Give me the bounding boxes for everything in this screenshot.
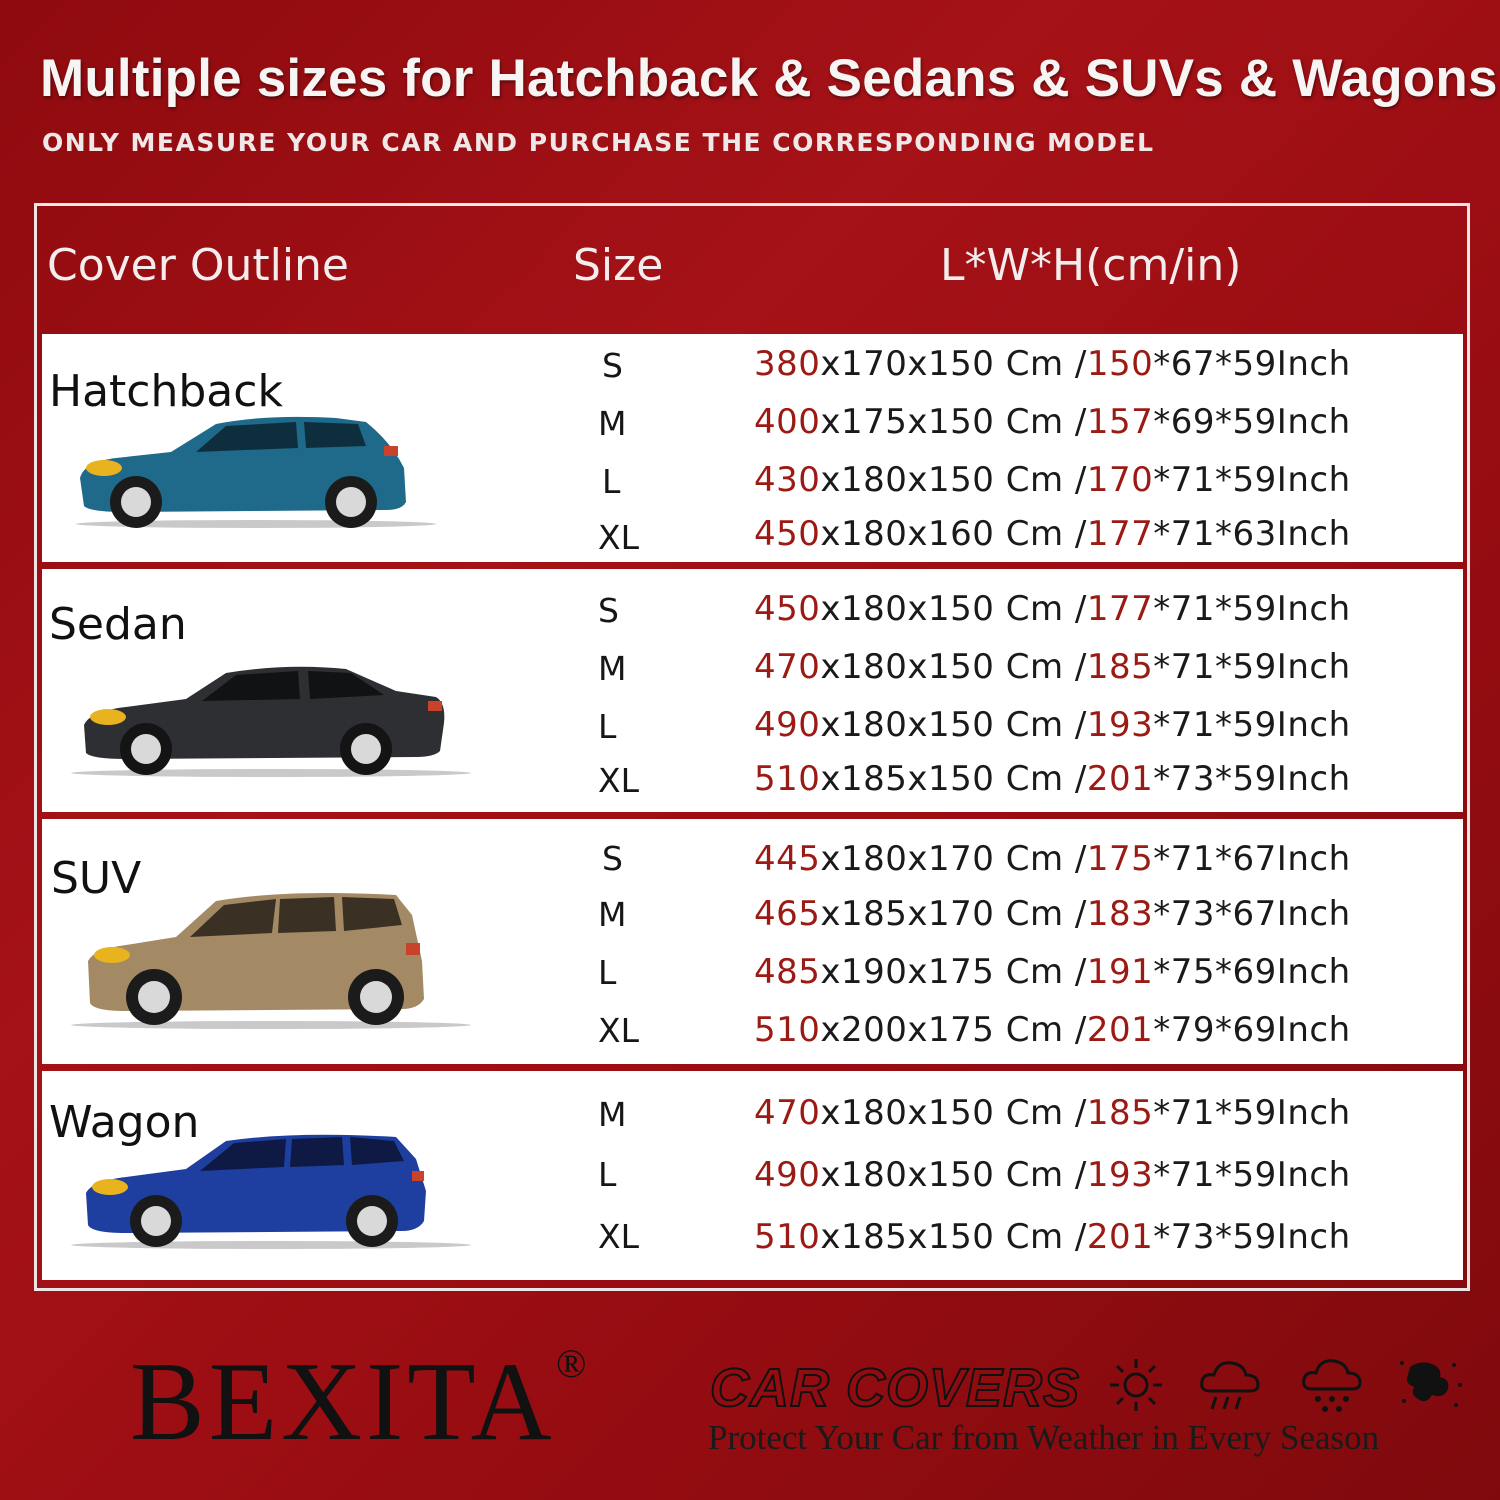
size-label: XL: [598, 1217, 639, 1256]
cm-length: 490: [754, 705, 821, 745]
cm-rest: x200x175 Cm /: [820, 1010, 1087, 1050]
size-label: S: [598, 591, 619, 630]
inch-length: 150: [1086, 344, 1154, 384]
inch-length: 177: [1086, 589, 1154, 629]
rain-icon: [1196, 1355, 1264, 1415]
dimension-value: [754, 705, 1351, 745]
column-header-dimensions: L*W*H(cm/in): [940, 240, 1242, 291]
cm-length: 510: [754, 1010, 821, 1050]
size-label: L: [598, 1155, 617, 1194]
cm-rest: x175x150 Cm /: [820, 402, 1087, 442]
size-row: [42, 1071, 1463, 1280]
category-label: SUV: [51, 853, 142, 904]
cm-rest: x180x150 Cm /: [820, 589, 1087, 629]
inch-rest: *71*59Inch: [1153, 705, 1351, 745]
dimension-value: [754, 894, 1351, 934]
cm-length: 470: [754, 647, 821, 687]
size-label: XL: [598, 518, 639, 557]
size-label: XL: [598, 761, 639, 800]
cm-rest: x185x150 Cm /: [820, 759, 1087, 799]
inch-rest: *71*67Inch: [1153, 839, 1351, 879]
section-wagon: [42, 1071, 1463, 1280]
cm-rest: x180x150 Cm /: [820, 705, 1087, 745]
dimension-value: [754, 647, 1351, 687]
inch-rest: *71*59Inch: [1153, 1155, 1351, 1195]
inch-length: 170: [1086, 460, 1154, 500]
inch-rest: *71*59Inch: [1153, 1093, 1351, 1133]
column-header-outline: Cover Outline: [47, 240, 350, 291]
cm-rest: x190x175 Cm /: [820, 952, 1087, 992]
cm-rest: x180x160 Cm /: [820, 514, 1087, 554]
cm-rest: x185x170 Cm /: [820, 894, 1087, 934]
category-label: Sedan: [49, 599, 187, 650]
cm-length: 400: [754, 402, 821, 442]
size-label: M: [598, 404, 627, 443]
size-label: L: [602, 462, 621, 501]
sun-icon: [1106, 1355, 1166, 1415]
dimension-value: [754, 589, 1351, 629]
cm-length: 490: [754, 1155, 821, 1195]
inch-rest: *71*59Inch: [1153, 460, 1351, 500]
inch-length: 177: [1086, 514, 1154, 554]
dimension-value: [754, 514, 1351, 554]
inch-length: 157: [1086, 402, 1154, 442]
category-label: Wagon: [49, 1097, 200, 1148]
inch-rest: *71*59Inch: [1153, 647, 1351, 687]
section-sedan: [42, 569, 1463, 812]
size-label: XL: [598, 1011, 639, 1050]
size-label: S: [602, 346, 623, 385]
inch-rest: *79*69Inch: [1153, 1010, 1351, 1050]
page-title: Multiple sizes for Hatchback & Sedans & SUVs & Wagons: [40, 49, 1498, 108]
size-label: M: [598, 649, 627, 688]
inch-length: 191: [1086, 952, 1154, 992]
inch-length: 185: [1086, 1093, 1154, 1133]
size-label: S: [602, 839, 623, 878]
cm-rest: x185x150 Cm /: [820, 1217, 1087, 1257]
car-covers-title: CAR COVERS: [710, 1358, 1081, 1418]
cm-length: 510: [754, 759, 821, 799]
size-row: [42, 569, 1463, 812]
cm-rest: x180x150 Cm /: [820, 1155, 1087, 1195]
wind-icon: [1396, 1355, 1466, 1415]
size-label: M: [598, 895, 627, 934]
cm-rest: x180x150 Cm /: [820, 460, 1087, 500]
inch-rest: *73*59Inch: [1153, 759, 1351, 799]
inch-length: 193: [1086, 1155, 1154, 1195]
brand-logo: BEXITA: [130, 1340, 556, 1464]
section-hatchback: [42, 334, 1463, 562]
dimension-value: [754, 1217, 1351, 1257]
inch-rest: *73*67Inch: [1153, 894, 1351, 934]
tagline: Protect Your Car from Weather in Every Season: [708, 1418, 1380, 1457]
dimension-value: [754, 839, 1351, 879]
cm-rest: x170x150 Cm /: [820, 344, 1087, 384]
column-header-size: Size: [573, 240, 664, 291]
dimension-value: [754, 1155, 1351, 1195]
inch-length: 201: [1086, 1010, 1154, 1050]
cm-rest: x180x150 Cm /: [820, 1093, 1087, 1133]
cm-length: 510: [754, 1217, 821, 1257]
size-row: [42, 334, 1463, 562]
cm-length: 450: [754, 589, 821, 629]
cm-rest: x180x170 Cm /: [820, 839, 1087, 879]
cm-length: 430: [754, 460, 821, 500]
cm-length: 470: [754, 1093, 821, 1133]
inch-length: 175: [1086, 839, 1154, 879]
inch-rest: *75*69Inch: [1153, 952, 1351, 992]
size-label: L: [598, 707, 617, 746]
inch-rest: *69*59Inch: [1153, 402, 1351, 442]
snow-icon: [1298, 1355, 1366, 1415]
inch-length: 185: [1086, 647, 1154, 687]
cm-length: 380: [754, 344, 821, 384]
section-suv: [42, 819, 1463, 1064]
dimension-value: [754, 759, 1351, 799]
inch-rest: *71*63Inch: [1153, 514, 1351, 554]
cm-length: 450: [754, 514, 821, 554]
cm-rest: x180x150 Cm /: [820, 647, 1087, 687]
size-row: [42, 819, 1463, 1064]
cm-length: 445: [754, 839, 821, 879]
registered-mark: ®: [556, 1341, 587, 1386]
dimension-value: [754, 1093, 1351, 1133]
page-subtitle: ONLY MEASURE YOUR CAR AND PURCHASE THE CORRESPONDING MODEL: [42, 128, 1155, 157]
inch-rest: *67*59Inch: [1153, 344, 1351, 384]
dimension-value: [754, 952, 1351, 992]
category-label: Hatchback: [49, 366, 283, 417]
cm-length: 485: [754, 952, 821, 992]
inch-rest: *71*59Inch: [1153, 589, 1351, 629]
dimension-value: [754, 344, 1351, 384]
inch-length: 201: [1086, 759, 1154, 799]
inch-length: 183: [1086, 894, 1154, 934]
cm-length: 465: [754, 894, 821, 934]
size-label: M: [598, 1095, 627, 1134]
dimension-value: [754, 402, 1351, 442]
dimension-value: [754, 1010, 1351, 1050]
dimension-value: [754, 460, 1351, 500]
size-label: L: [598, 953, 617, 992]
inch-rest: *73*59Inch: [1153, 1217, 1351, 1257]
inch-length: 201: [1086, 1217, 1154, 1257]
inch-length: 193: [1086, 705, 1154, 745]
